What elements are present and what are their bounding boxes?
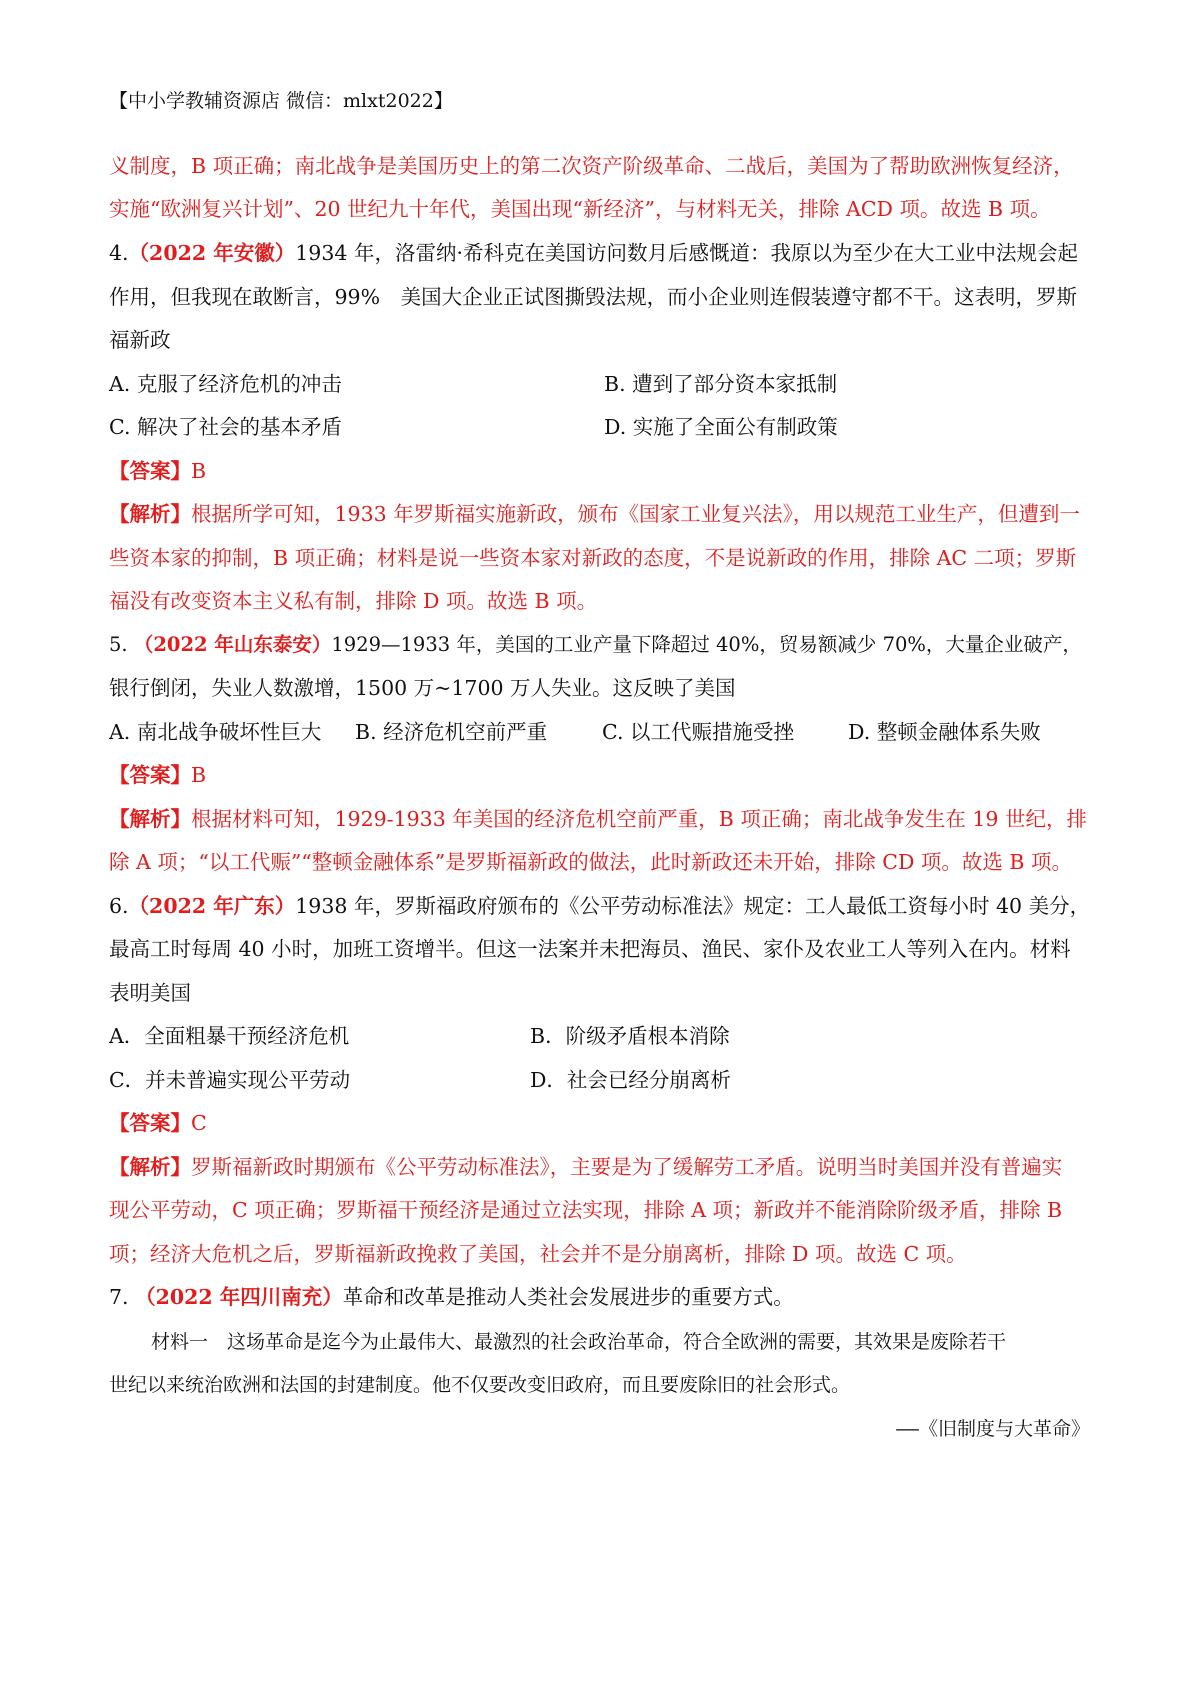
question-text: 表明美国 [109, 981, 191, 1005]
page-header: 【中小学教辅资源店 微信：mlxt2022】 [109, 90, 453, 112]
answer-value: B [191, 763, 207, 787]
prev-analysis-line: 实施“欧洲复兴计划”、20 世纪九十年代，美国出现“新经济”，与材料无关，排除 ACD 项。故选 B 项。 [109, 197, 1051, 221]
prev-analysis-line: 义制度，B 项正确；南北战争是美国历史上的第二次资产阶级革命、二战后，美国为了帮助欧洲恢复经济， [109, 154, 1074, 178]
question-number: 7. [109, 1285, 129, 1309]
analysis-line: 【解析】根据材料可知，1929-1933 年美国的经济危机空前严重，B 项正确；南北战争发生在 19 世纪，排 [109, 807, 1087, 831]
analysis-line: 项；经济大危机之后，罗斯福新政挽救了美国，社会并不是分崩离析，排除 D 项。故选 C 项。 [109, 1242, 967, 1266]
question-5-stem [109, 630, 1082, 660]
question-source: （2022 年山东泰安） [133, 633, 332, 656]
option-d: D. 整顿金融体系失败 [848, 720, 1041, 744]
question-source: （2022 年四川南充） [135, 1285, 343, 1309]
option-c: C. 解决了社会的基本矛盾 [109, 415, 342, 439]
analysis-line: 福没有改变资本主义私有制，排除 D 项。故选 B 项。 [109, 589, 598, 613]
material-text: 世纪以来统治欧洲和法国的封建制度。他不仅要改变旧政府，而且要废除旧的社会形式。 [109, 1374, 851, 1396]
answer-line [109, 1108, 207, 1138]
option-a: A. 南北战争破坏性巨大 [109, 720, 322, 744]
analysis-line: 现公平劳动，C 项正确；罗斯福干预经济是通过立法实现，排除 A 项；新政并不能消除阶级矛盾，排除 B [109, 1198, 1063, 1222]
option-d: D．社会已经分崩离析 [530, 1068, 731, 1092]
question-4-stem [109, 238, 1078, 268]
option-b: B. 经济危机空前严重 [355, 720, 548, 744]
option-a: A. 克服了经济危机的冲击 [109, 372, 342, 396]
option-b: B. 遭到了部分资本家抵制 [604, 372, 838, 396]
question-source: （2022 年广东） [128, 894, 296, 918]
question-6-stem [109, 891, 1090, 921]
material-text: 材料一 这场革命是迄今为止最伟大、最激烈的社会政治革命，符合全欧洲的需要，其效果是废除若干 [151, 1331, 1007, 1353]
question-number: 5. [109, 633, 128, 656]
question-text: 福新政 [109, 328, 171, 352]
question-source: （2022 年安徽） [128, 241, 296, 265]
analysis-label: 【解析】 [109, 502, 191, 526]
question-text: 银行倒闭，失业人数激增，1500 万~1700 万人失业。这反映了美国 [109, 676, 736, 700]
answer-line [109, 760, 206, 790]
answer-label: 【答案】 [109, 459, 191, 483]
option-d: D. 实施了全面公有制政策 [604, 415, 838, 439]
question-text: 1938 年，罗斯福政府颁布的《公平劳动标准法》规定：工人最低工资每小时 40 美分， [295, 894, 1091, 918]
answer-label: 【答案】 [109, 763, 191, 787]
option-a: A．全面粗暴干预经济危机 [109, 1024, 350, 1048]
analysis-label: 【解析】 [109, 807, 191, 831]
material-citation: ——《旧制度与大革命》 [896, 1418, 1090, 1440]
question-text: 革命和改革是推动人类社会发展进步的重要方式。 [342, 1285, 794, 1309]
analysis-line: 除 A 项；“以工代赈”“整顿金融体系”是罗斯福新政的做法，此时新政还未开始，排除 CD 项。故选 B 项。 [109, 850, 1073, 874]
question-7-stem [109, 1282, 794, 1312]
analysis-line: 【解析】根据所学可知，1933 年罗斯福实施新政，颁布《国家工业复兴法》，用以规范工业生产，但遭到一 [109, 502, 1080, 526]
analysis-label: 【解析】 [109, 1155, 191, 1179]
option-c: C．并未普遍实现公平劳动 [109, 1068, 351, 1092]
answer-line [109, 456, 206, 486]
answer-label: 【答案】 [109, 1111, 191, 1135]
question-text: 1929—1933 年，美国的工业产量下降超过 40%，贸易额减少 70%，大量企业破产， [331, 633, 1082, 656]
analysis-line: 【解析】罗斯福新政时期颁布《公平劳动标准法》，主要是为了缓解劳工矛盾。说明当时美国并没有普遍实 [109, 1155, 1063, 1179]
question-text: 1934 年，洛雷纳·希科克在美国访问数月后感慨道：我原以为至少在大工业中法规会起 [295, 241, 1078, 265]
question-text: 最高工时每周 40 小时，加班工资增半。但这一法案并未把海员、渔民、家仆及农业工人等列入在内。材料 [109, 937, 1071, 961]
answer-value: C [191, 1111, 207, 1135]
question-number: 4. [109, 241, 129, 265]
option-c: C. 以工代赈措施受挫 [602, 720, 794, 744]
option-b: B．阶级矛盾根本消除 [530, 1024, 730, 1048]
answer-value: B [191, 459, 207, 483]
question-text: 作用，但我现在敢断言，99% 美国大企业正试图撕毁法规，而小企业则连假装遵守都不干。这表明，罗斯 [109, 285, 1078, 309]
question-number: 6. [109, 894, 129, 918]
analysis-line: 些资本家的抑制，B 项正确；材料是说一些资本家对新政的态度，不是说新政的作用，排除 AC 二项；罗斯 [109, 546, 1077, 570]
